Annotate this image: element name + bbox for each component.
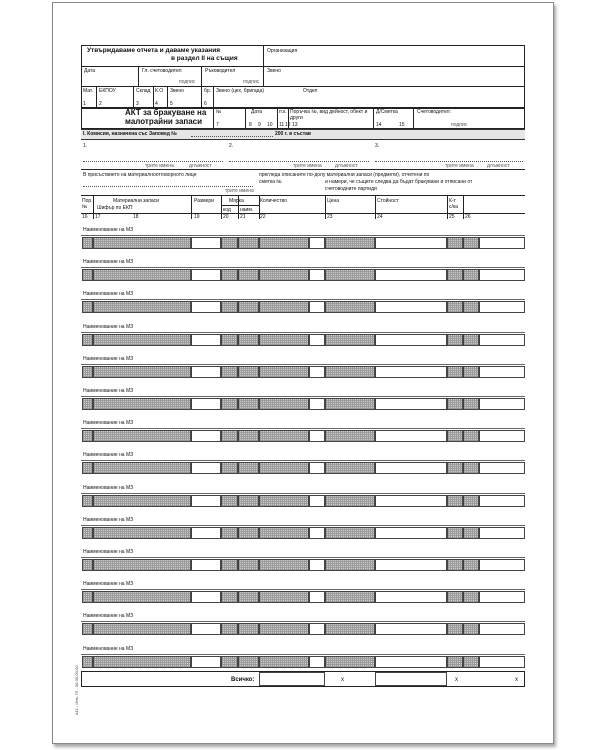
doc-num-8: 8	[249, 122, 252, 128]
code-grid-cell	[447, 301, 463, 313]
code-grid-cell	[447, 237, 463, 249]
chief-accountant-label: Гл. счетоводител	[142, 68, 182, 74]
code-grid-cell	[259, 462, 309, 474]
doc-num-9: 9	[258, 122, 261, 128]
code-grid-cell	[82, 334, 93, 346]
item-entry-cell[interactable]	[479, 366, 525, 378]
total-price-x: x	[341, 677, 344, 683]
item-entry-cell[interactable]	[479, 591, 525, 603]
code-grid-cell	[463, 623, 479, 635]
ko-label: К.О	[155, 88, 164, 94]
item-entry-cell[interactable]	[479, 301, 525, 313]
code-grid-cell	[82, 527, 93, 539]
code-num-2: 2	[99, 101, 102, 107]
code-grid-cell	[447, 334, 463, 346]
item-entry-cell[interactable]	[375, 495, 447, 507]
code-num-3: 3	[136, 101, 139, 107]
approval-line1: Утвърждаваме отчета и даваме указания	[87, 47, 221, 54]
col-row-no: Пор. №	[82, 198, 93, 210]
code-grid-cell	[259, 430, 309, 442]
approval-box	[81, 45, 525, 109]
item-entry-cell[interactable]	[375, 269, 447, 281]
code-grid-cell	[463, 334, 479, 346]
ekpou-label: ЕКПОУ	[99, 88, 116, 94]
col-num-21: 21	[240, 214, 246, 220]
code-grid-cell	[463, 462, 479, 474]
code-grid-cell	[221, 398, 238, 410]
code-grid-cell	[325, 334, 375, 346]
code-grid-cell	[463, 269, 479, 281]
item-entry-cell[interactable]	[309, 591, 325, 603]
code-grid-cell	[238, 366, 259, 378]
item-name-label: Наименование на МЗ	[83, 259, 134, 266]
code-grid-cell	[93, 398, 191, 410]
item-entry-cell[interactable]	[191, 366, 221, 378]
item-entry-cell[interactable]	[191, 656, 221, 668]
code-grid-cell	[82, 656, 93, 668]
code-grid-cell	[325, 269, 375, 281]
doc-num-11: 11	[279, 122, 285, 128]
code-grid-cell	[259, 301, 309, 313]
code-grid-cell	[82, 559, 93, 571]
col-measure-name: наим.	[240, 207, 254, 213]
code-grid-cell	[325, 656, 375, 668]
item-entry-cell[interactable]	[309, 430, 325, 442]
item-entry-cell[interactable]	[191, 269, 221, 281]
item-name-label: Наименование на МЗ	[83, 581, 134, 588]
code-grid-cell	[463, 398, 479, 410]
item-entry-cell[interactable]	[309, 269, 325, 281]
code-grid-cell	[82, 623, 93, 635]
presence-middle1: прегледа описаните по-долу материални запаси (предмети), отчетени по	[259, 172, 430, 178]
code-grid-cell	[325, 430, 375, 442]
item-entry-cell[interactable]	[479, 462, 525, 474]
code-grid-cell	[259, 237, 309, 249]
code-grid-cell	[325, 398, 375, 410]
code-grid-cell	[221, 559, 238, 571]
item-entry-cell[interactable]	[375, 366, 447, 378]
item-entry-cell[interactable]	[375, 591, 447, 603]
code-grid-cell	[221, 366, 238, 378]
manager-label: Ръководител	[205, 68, 236, 74]
code-grid-cell	[82, 430, 93, 442]
item-entry-cell[interactable]	[479, 334, 525, 346]
item-entry-cell[interactable]	[479, 269, 525, 281]
code-grid-cell	[221, 301, 238, 313]
code-grid-cell	[82, 366, 93, 378]
code-grid-cell	[93, 269, 191, 281]
code-grid-cell	[93, 527, 191, 539]
code-grid-cell	[82, 269, 93, 281]
total-account-x: x	[455, 677, 458, 683]
item-entry-cell[interactable]	[375, 527, 447, 539]
member-2-no: 2.	[229, 143, 234, 149]
item-name-label: Наименование на МЗ	[83, 420, 134, 427]
col-quantity: Количество	[260, 198, 287, 204]
code-grid-cell	[259, 495, 309, 507]
item-entry-cell[interactable]	[309, 237, 325, 249]
col-num-19: 19	[194, 214, 200, 220]
presence-right2: счетоводните партиди	[325, 186, 377, 192]
code-grid-cell	[463, 656, 479, 668]
item-entry-cell[interactable]	[375, 398, 447, 410]
code-grid-cell	[325, 559, 375, 571]
item-entry-cell[interactable]	[479, 623, 525, 635]
department-label: Отдел	[303, 88, 318, 94]
code-grid-cell	[325, 623, 375, 635]
code-grid-cell	[238, 334, 259, 346]
item-name-label: Наименование на МЗ	[83, 291, 134, 298]
code-grid-cell	[463, 301, 479, 313]
code-grid-cell	[82, 591, 93, 603]
doc-num-13: 13	[292, 122, 298, 128]
code-grid-cell	[221, 656, 238, 668]
item-entry-cell[interactable]	[309, 559, 325, 571]
presence-left-caption: трите имена	[225, 188, 254, 194]
item-entry-cell[interactable]	[191, 462, 221, 474]
code-grid-cell	[325, 591, 375, 603]
col-measure: Мярка	[229, 198, 244, 204]
approval-line2: в раздел II на същия	[171, 55, 238, 62]
code-grid-cell	[259, 366, 309, 378]
code-grid-cell	[82, 462, 93, 474]
code-grid-cell	[325, 462, 375, 474]
mat-label: Мат.	[83, 88, 94, 94]
col-materials: Материални запаси	[113, 198, 159, 204]
total-last-x: x	[515, 677, 518, 683]
code-grid-cell	[463, 430, 479, 442]
code-grid-cell	[82, 398, 93, 410]
code-grid-cell	[259, 591, 309, 603]
member-2-role-caption: длъжност	[335, 163, 358, 169]
code-grid-cell	[447, 623, 463, 635]
item-entry-cell[interactable]	[479, 237, 525, 249]
code-grid-cell	[463, 591, 479, 603]
member-1-name-caption: трите имена	[145, 163, 174, 169]
item-name-label: Наименование на МЗ	[83, 613, 134, 620]
act-title-line2: малотрайни запаси	[125, 117, 203, 126]
code-grid-cell	[447, 656, 463, 668]
col-num-24: 24	[377, 214, 383, 220]
item-entry-cell[interactable]	[375, 301, 447, 313]
item-entry-cell[interactable]	[191, 591, 221, 603]
member-3-no: 3.	[375, 143, 380, 149]
col-code: Шифър по ЕКП	[97, 205, 133, 211]
signature-caption: подпис	[243, 79, 260, 85]
item-entry-cell[interactable]	[191, 559, 221, 571]
col-num-23: 23	[327, 214, 333, 220]
code-grid-cell	[447, 398, 463, 410]
code-grid-cell	[447, 591, 463, 603]
item-entry-cell[interactable]	[309, 495, 325, 507]
item-entry-cell[interactable]	[191, 398, 221, 410]
doc-num-14: 14	[376, 122, 382, 128]
item-entry-cell[interactable]	[375, 430, 447, 442]
code-grid-cell	[325, 237, 375, 249]
item-entry-cell[interactable]	[375, 237, 447, 249]
code-grid-cell	[93, 334, 191, 346]
code-num-5: 5	[170, 101, 173, 107]
total-quantity-cell[interactable]	[259, 672, 325, 686]
total-value-cell[interactable]	[375, 672, 447, 686]
accountant-signature-caption: подпис	[451, 122, 468, 128]
item-entry-cell[interactable]	[375, 656, 447, 668]
code-grid-cell	[259, 334, 309, 346]
item-entry-cell[interactable]	[191, 334, 221, 346]
item-name-label: Наименование на МЗ	[83, 452, 134, 459]
col-num-16: 16	[82, 214, 88, 220]
item-name-label: Наименование на МЗ	[83, 323, 134, 330]
code-grid-cell	[447, 462, 463, 474]
item-entry-cell[interactable]	[375, 334, 447, 346]
item-entry-cell[interactable]	[309, 398, 325, 410]
item-name-label: Наименование на МЗ	[83, 388, 134, 394]
order-label: Поръчка №, вид дейност, обект и други	[290, 109, 368, 121]
code-grid-cell	[259, 623, 309, 635]
col-account-count: К-т с/ка	[449, 198, 458, 210]
code-grid-cell	[259, 656, 309, 668]
doc-num-15: 15	[399, 122, 405, 128]
organization-label: Организация	[267, 48, 298, 54]
item-entry-cell[interactable]	[309, 301, 325, 313]
item-entry-cell[interactable]	[191, 237, 221, 249]
doc-num-7: 7	[216, 122, 219, 128]
code-grid-cell	[463, 559, 479, 571]
code-grid-cell	[259, 559, 309, 571]
code-grid-cell	[238, 237, 259, 249]
code-grid-cell	[259, 398, 309, 410]
code-grid-cell	[447, 495, 463, 507]
col-price: Цена	[327, 198, 340, 204]
side-print: А11 - Инв. 75 - 00-00-00-00	[74, 665, 79, 715]
code-grid-cell	[93, 656, 191, 668]
code-grid-cell	[463, 237, 479, 249]
code-num-1: 1	[83, 101, 86, 107]
col-num-26: 26	[465, 214, 471, 220]
item-entry-cell[interactable]	[479, 559, 525, 571]
code-grid-cell	[447, 527, 463, 539]
col-num-20: 20	[223, 214, 229, 220]
col-value: Стойност	[377, 198, 399, 204]
member-3-role-caption: длъжност	[487, 163, 510, 169]
code-grid-cell	[238, 269, 259, 281]
code-grid-cell	[93, 301, 191, 313]
code-grid-cell	[463, 366, 479, 378]
code-grid-cell	[93, 430, 191, 442]
code-grid-cell	[325, 366, 375, 378]
code-grid-cell	[447, 366, 463, 378]
item-entry-cell[interactable]	[309, 334, 325, 346]
code-grid-cell	[221, 527, 238, 539]
item-entry-cell[interactable]	[309, 623, 325, 635]
item-entry-cell[interactable]	[309, 656, 325, 668]
pk-label: п.к.	[279, 109, 287, 115]
item-name-label: Наименование на МЗ	[83, 227, 134, 233]
item-name-label: Наименование на МЗ	[83, 516, 134, 523]
item-entry-cell[interactable]	[375, 559, 447, 571]
code-grid-cell	[447, 559, 463, 571]
item-entry-cell[interactable]	[191, 623, 221, 635]
code-grid-cell	[221, 495, 238, 507]
member-3-name-caption: трите имена	[445, 163, 474, 169]
code-grid-cell	[238, 398, 259, 410]
doc-no-label: №	[216, 109, 222, 115]
item-entry-cell[interactable]	[479, 527, 525, 539]
presence-right1: и намери, че същите следва да бъдат бракувани и отписани от	[325, 179, 473, 185]
presence-left: В присъствието на материалноотговорното лице	[83, 172, 197, 178]
col-measure-code: код	[223, 207, 231, 213]
item-entry-cell[interactable]	[479, 656, 525, 668]
code-grid-cell	[221, 269, 238, 281]
code-grid-cell	[447, 269, 463, 281]
code-grid-cell	[82, 301, 93, 313]
code-grid-cell	[221, 623, 238, 635]
code-grid-cell	[238, 623, 259, 635]
item-name-label: Наименование на МЗ	[83, 484, 134, 491]
code-grid-cell	[238, 656, 259, 668]
code-grid-cell	[82, 495, 93, 507]
accountant-label: Счетоводител:	[417, 109, 451, 115]
code-grid-cell	[447, 430, 463, 442]
code-grid-cell	[238, 430, 259, 442]
code-grid-cell	[238, 495, 259, 507]
item-entry-cell[interactable]	[309, 462, 325, 474]
account-label: Д/Сметка	[376, 109, 398, 115]
item-entry-cell[interactable]	[375, 623, 447, 635]
code-num-4: 4	[155, 101, 158, 107]
code-grid-cell	[259, 269, 309, 281]
item-entry-cell[interactable]	[191, 301, 221, 313]
commission-year: 200 г. в състав	[275, 131, 311, 137]
date-label: Дата	[84, 68, 96, 74]
code-grid-cell	[221, 591, 238, 603]
member-2-name-caption: трите имена	[293, 163, 322, 169]
item-name-label: Наименование на МЗ	[83, 549, 134, 555]
workshop-label: Звено (цех, бригада)	[216, 88, 265, 94]
code-grid-cell	[221, 237, 238, 249]
item-entry-cell[interactable]	[479, 398, 525, 410]
form-sheet	[52, 2, 554, 744]
code-grid-cell	[93, 366, 191, 378]
doc-num-12: 12	[285, 122, 291, 128]
code-grid-cell	[238, 559, 259, 571]
code-grid-cell	[93, 495, 191, 507]
unit-label-2: Звено	[170, 88, 184, 94]
count-label: бр.	[204, 88, 212, 94]
code-grid-cell	[325, 495, 375, 507]
code-grid-cell	[93, 591, 191, 603]
item-entry-cell[interactable]	[479, 430, 525, 442]
code-grid-cell	[238, 462, 259, 474]
item-name-label: Наименование на МЗ	[83, 645, 134, 652]
code-num-6: 6	[204, 101, 207, 107]
item-entry-cell[interactable]	[479, 495, 525, 507]
code-grid-cell	[93, 559, 191, 571]
item-name-label: Наименование на МЗ	[83, 355, 134, 362]
code-grid-cell	[325, 301, 375, 313]
code-grid-cell	[259, 527, 309, 539]
doc-date-label: Дата	[251, 109, 263, 115]
signature-caption: подпис	[179, 79, 196, 85]
total-label: Всичко:	[231, 677, 255, 683]
code-grid-cell	[463, 527, 479, 539]
code-grid-cell	[325, 527, 375, 539]
code-grid-cell	[221, 462, 238, 474]
code-grid-cell	[93, 237, 191, 249]
code-grid-cell	[93, 462, 191, 474]
act-title-line1: АКТ за бракуване на	[125, 108, 207, 117]
code-grid-cell	[238, 591, 259, 603]
col-num-17: 17	[95, 214, 101, 220]
item-entry-cell[interactable]	[309, 366, 325, 378]
col-sizes: Размери	[194, 198, 214, 204]
doc-num-10: 10	[267, 122, 273, 128]
member-1-no: 1.	[83, 143, 88, 149]
code-grid-cell	[238, 527, 259, 539]
code-grid-cell	[238, 301, 259, 313]
item-entry-cell[interactable]	[191, 430, 221, 442]
code-grid-cell	[93, 623, 191, 635]
col-num-22: 22	[260, 214, 266, 220]
item-entry-cell[interactable]	[191, 495, 221, 507]
item-entry-cell[interactable]	[309, 527, 325, 539]
item-entry-cell[interactable]	[191, 527, 221, 539]
presence-middle2: сметка №	[259, 179, 282, 185]
commission-text: I. Комисия, назначена със Заповед №	[83, 131, 177, 137]
col-num-25: 25	[449, 214, 455, 220]
code-grid-cell	[82, 237, 93, 249]
warehouse-label: Склад	[136, 88, 151, 94]
member-1-role-caption: длъжност	[189, 163, 212, 169]
item-entry-cell[interactable]	[375, 462, 447, 474]
code-grid-cell	[221, 334, 238, 346]
code-grid-cell	[221, 430, 238, 442]
unit-label: Звено	[267, 68, 281, 74]
code-grid-cell	[463, 495, 479, 507]
col-num-18: 18	[133, 214, 139, 220]
